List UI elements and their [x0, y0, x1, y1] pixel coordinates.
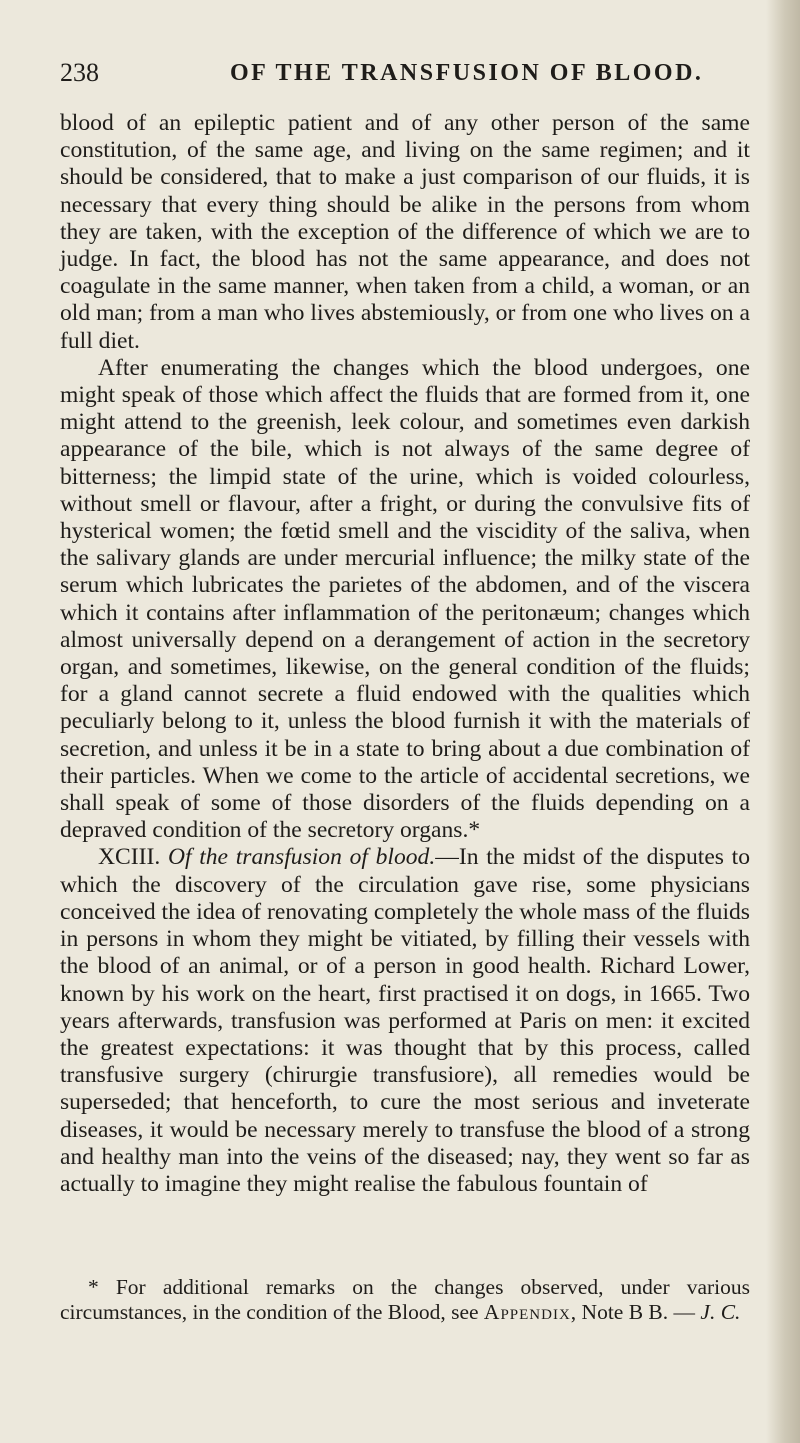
- footnote: [60, 1275, 750, 1325]
- page-header: [60, 52, 750, 92]
- page-edge-shadow: [766, 0, 800, 1443]
- page-number: 238: [60, 58, 99, 87]
- section-paragraph: [60, 844, 750, 1198]
- paragraph-2: After enumerating the changes which the blood undergoes, one might speak of those which affect the fluids that are formed from it, one might attend to the greenish, leek colour, and sometimes even darkish appearance of the bile, which is not always of the same degree of bitterness; the limpid state of the urine, which is voided colourless, without smell or flavour, after a fright, or during the convulsive fits of hysterical women; the fœtid smell and the viscidity of the saliva, when the salivary glands are under mercurial influence; the milky state of the serum which lubricates the parietes of the abdomen, and of the viscera which it contains after inflammation of the peritonæum; changes which almost universally depend on a derangement of action in the secretory organ, and sometimes, likewise, on the general condition of the fluids; for a gland cannot secrete a fluid endowed with the qualities which peculiarly belong to it, unless the blood furnish it with the materials of secretion, and unless it be in a state to bring about a due combination of their particles. When we come to the article of accidental secretions, we shall speak of some of those disorders of the fluids depending on a depraved condition of the secretory organs.*: [60, 354, 750, 844]
- section-title: Of the transfusion of blood.: [167, 844, 436, 871]
- section-text: —In the midst of the disputes to which the discovery of the circulation gave rise, some physicians conceived the idea of renovating completely the whole mass of the fluids in persons in whom they might be vitiated, by filling their vessels with the blood of an animal, or of a person in good health. Richard Lower, known by his work on the heart, first practised it on dogs, in 1665. Two years afterwards, transfusion was performed at Paris on men: it excited the greatest expectations: it was thought that by this process, called transfusive surgery (chirurgie transfusiore), all remedies would be superseded; that henceforth, to cure the most serious and inveterate diseases, it would be necessary merely to transfuse the blood of a strong and healthy man into the veins of the diseased; nay, they went so far as actually to imagine they might realise the fabulous fountain of: [60, 844, 751, 1197]
- footnote-note: , Note B B. —: [570, 1300, 696, 1324]
- section-number: XCIII.: [98, 844, 161, 871]
- running-title: OF THE TRANSFUSION OF BLOOD.: [230, 60, 704, 86]
- paragraph-1: blood of an epileptic patient and of any other person of the same constitution, of the same age, and living on the same regimen; and it should be considered, that to make a just comparison of our fluids, it is necessary that every thing should be alike in the persons from whom they are taken, with the exception of the difference of which we are to judge. In fact, the blood has not the same appearance, and does not coagulate in the same manner, when taken from a child, a woman, or an old man; from a man who lives abstemiously, or from one who lives on a full diet.: [60, 110, 750, 354]
- footnote-text: * For additional remarks on the changes observed, under various circumstances, in the condition of the Blood, see: [60, 1275, 750, 1324]
- footnote-appendix: Appendix: [483, 1300, 571, 1324]
- footnote-initials: J. C.: [700, 1300, 741, 1324]
- body-text: [60, 110, 750, 1198]
